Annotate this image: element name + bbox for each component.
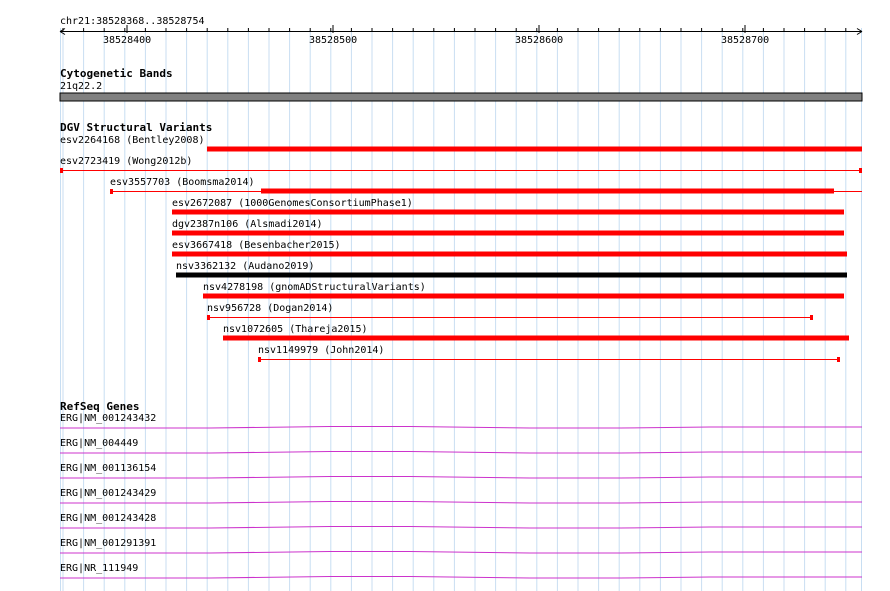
gene-intron-line (60, 427, 862, 429)
variant-label[interactable]: nsv4278198 (gnomADStructuralVariants) (203, 282, 426, 293)
gene-label[interactable]: ERG|NR_111949 (60, 563, 139, 574)
region-label: chr21:38528368..38528754 (60, 16, 205, 27)
variant-end-cap (837, 357, 840, 362)
gene-label[interactable]: ERG|NM_004449 (60, 438, 139, 449)
variant-end-cap (859, 168, 862, 173)
gene-intron-line (60, 577, 862, 579)
gene-intron-line (60, 527, 862, 529)
gene-label[interactable]: ERG|NM_001243432 (60, 413, 157, 424)
variant-bar (207, 147, 862, 152)
dgv-track-title[interactable]: DGV Structural Variants (60, 121, 213, 134)
refseq-track-title[interactable]: RefSeq Genes (60, 400, 140, 413)
gene-intron-line (60, 502, 862, 504)
cytoband-label: 21q22.2 (60, 81, 103, 92)
variant-start-cap (60, 168, 63, 173)
variant-label[interactable]: dgv2387n106 (Alsmadi2014) (172, 219, 323, 230)
ruler-tick-label: 38528500 (309, 35, 358, 46)
variant-label[interactable]: esv2264168 (Bentley2008) (60, 135, 205, 146)
variant-end-cap (810, 315, 813, 320)
variant-bar (172, 210, 844, 215)
variant-label[interactable]: esv2723419 (Wong2012b) (60, 156, 193, 167)
variant-label[interactable]: nsv1072605 (Thareja2015) (223, 324, 368, 335)
variant-label[interactable]: nsv3362132 (Audano2019) (176, 261, 315, 272)
cytoband-track-title[interactable]: Cytogenetic Bands (60, 67, 173, 80)
gene-label[interactable]: ERG|NM_001243429 (60, 488, 157, 499)
gene-intron-line (60, 552, 862, 554)
variant-start-cap (207, 315, 210, 320)
variant-bar (223, 336, 849, 341)
cytoband-bar (60, 93, 862, 101)
variant-label[interactable]: esv2672087 (1000GenomesConsortiumPhase1) (172, 198, 413, 209)
variant-label[interactable]: nsv956728 (Dogan2014) (207, 303, 334, 314)
gene-intron-line (60, 477, 862, 479)
variant-bar (261, 189, 834, 194)
variant-bar (203, 294, 844, 299)
gene-intron-line (60, 452, 862, 454)
variant-label[interactable]: nsv1149979 (John2014) (258, 345, 385, 356)
variant-bar (172, 231, 844, 236)
variant-bar (176, 273, 847, 278)
gene-label[interactable]: ERG|NM_001243428 (60, 513, 157, 524)
ruler-tick-label: 38528700 (721, 35, 770, 46)
ruler-tick-label: 38528400 (103, 35, 152, 46)
gene-label[interactable]: ERG|NM_001136154 (60, 463, 157, 474)
variant-start-cap (110, 189, 113, 194)
gene-label[interactable]: ERG|NM_001291391 (60, 538, 157, 549)
variant-label[interactable]: esv3557703 (Boomsma2014) (110, 177, 255, 188)
variant-bar (172, 252, 847, 257)
variant-start-cap (258, 357, 261, 362)
variant-label[interactable]: esv3667418 (Besenbacher2015) (172, 240, 341, 251)
ruler-tick-label: 38528600 (515, 35, 564, 46)
